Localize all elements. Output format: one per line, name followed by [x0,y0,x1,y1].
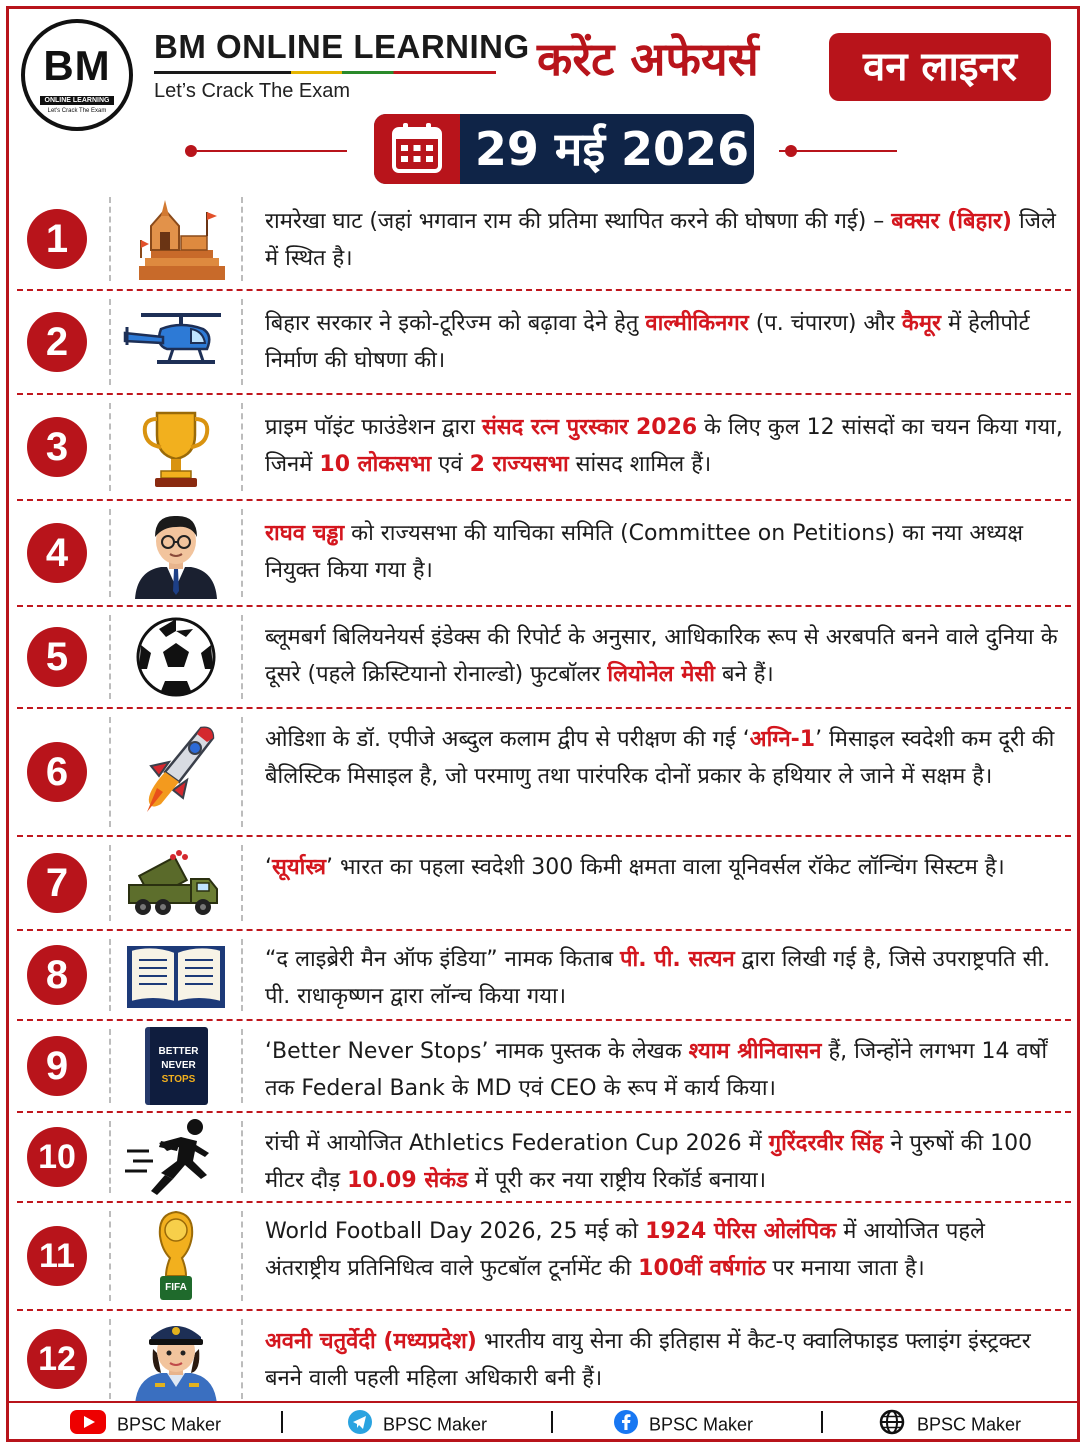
oneliner-item [17,395,1071,501]
item-divider [109,197,111,281]
item-text [265,1323,1065,1397]
oneliner-item [17,709,1071,837]
item-number-badge: 12 [27,1329,87,1389]
item-divider [109,615,111,699]
oneliner-item [17,1113,1071,1203]
footer-website[interactable] [877,1409,1021,1435]
footer-label: BPSC Maker [117,1414,222,1435]
brand-underline [154,71,496,74]
item-divider [241,403,243,491]
item-text [265,1125,1065,1199]
book-title-line: STOPS [161,1074,196,1085]
body-text: को राज्यसभा की याचिका समिति (Committee on Petitions) का नया अध्यक्ष नियुक्त किया गया है। [265,521,1023,583]
footer-label: BPSC Maker [917,1414,1022,1435]
item-text [265,515,1065,589]
item-divider [109,1029,111,1103]
item-number-badge: 8 [27,945,87,1005]
highlight-text: लियोनेल मेसी [607,662,715,687]
telegram-icon [347,1409,373,1442]
trophy-icon [121,401,231,493]
globe-icon [877,1409,907,1442]
woman-pilot-icon [121,1317,231,1401]
highlight-text: संसद रत्न पुरस्कार 2026 [481,415,698,440]
rocket-launcher-truck-icon [121,843,231,923]
date-left-dot [185,145,197,157]
item-number-badge: 11 [27,1226,87,1286]
date-text: 29 मई 2026 [474,122,750,176]
body-text: हैं, जिन्होंने लगभग 14 वर्षों तक Federal Bank के MD एवं CEO के रूप में कार्य किया। [265,1039,1048,1101]
item-number-badge: 3 [27,417,87,477]
date-left-line [197,150,347,152]
item-divider [109,939,111,1011]
body-text: World Football Day 2026, 25 मई को [265,1219,646,1244]
body-text: रामरेखा घाट (जहां भगवान राम की प्रतिमा स्थापित करने की घोषणा की गई) – [265,209,892,234]
highlight-text: अग्नि-1 [749,727,816,752]
brand-block [154,27,530,103]
highlight-text: कैमूर [901,311,941,336]
highlight-text: 1924 पेरिस ओलंपिक [645,1219,837,1244]
item-text [265,619,1065,693]
item-divider [109,403,111,491]
oneliner-item [17,607,1071,709]
oneliner-item [17,291,1071,395]
body-text: ’ मिसाइल स्वदेशी कम दूरी की बैलिस्टिक मिसाइल है, जो परमाणु तथा पारंपरिक दोनों प्रकार के हथियार ले जाने में सक्षम है। [265,727,1055,789]
footer-separator [821,1411,823,1433]
body-text: ’ भारत का पहला स्वदेशी 300 किमी क्षमता वाला यूनिवर्सल रॉकेट लॉन्चिंग सिस्टम है। [326,855,1005,880]
highlight-text: श्याम श्रीनिवासन [688,1039,822,1064]
item-text [265,203,1065,277]
item-text [265,305,1065,379]
body-text: सांसद शामिल हैं। [568,452,712,477]
body-text: ने पुरुषों की 100 मीटर दौड़ [265,1131,1033,1193]
item-number-badge: 6 [27,742,87,802]
oneliner-item [17,1021,1071,1113]
fifa-trophy-icon [121,1209,231,1303]
item-divider [241,1121,243,1193]
man-avatar-icon [121,507,231,599]
body-text: में आयोजित पहले अंतराष्ट्रीय प्रतिनिधित्व वाले फुटबॉल टूर्नामेंट की [265,1219,985,1281]
highlight-text: गुरिंदरवीर सिंह [768,1131,884,1156]
logo-text: BM [43,42,111,89]
rocket-icon [121,715,231,829]
body-text: भारतीय वायु सेना की इतिहास में कैट-ए क्वालिफाइड फ्लाइंग इंस्ट्रक्टर बनने वाली पहली महिला अधिकारी बनी हैं। [265,1329,1031,1391]
highlight-text: अवनी चतुर्वेदी (मध्यप्रदेश) [265,1329,477,1354]
body-text: प्राइम पॉइंट फाउंडेशन द्वारा [265,415,482,440]
facebook-icon [613,1409,639,1442]
item-divider [241,1211,243,1301]
footer-separator [551,1411,553,1433]
body-text: ब्लूमबर्ग बिलियनेयर्स इंडेक्स की रिपोर्ट के अनुसार, आधिकारिक रूप से अरबपति बनने वाले दुनिया के दूसरे (पहले क्रिस्टियानो रोनाल्डो) फुटबॉलर [265,625,1058,687]
oneliner-item [17,1203,1071,1311]
logo-subtitle: ONLINE LEARNING [40,96,115,105]
item-text [265,849,1065,886]
highlight-text: वाल्मीकिनगर [645,311,749,336]
item-number-badge: 4 [27,523,87,583]
item-number-badge: 7 [27,853,87,913]
oneliner-item [17,501,1071,607]
page-title: करेंट अफेयर्स [537,32,759,86]
item-number-badge: 10 [27,1127,87,1187]
highlight-text: 10.09 सेकंड [347,1168,468,1193]
body-text: (प. चंपारण) और [748,311,902,336]
book-title-line: BETTER [158,1046,199,1057]
logo-tagline: Let's Crack The Exam [47,108,107,114]
brand-name: BM ONLINE LEARNING [154,28,530,65]
body-text: ‘Better Never Stops’ नामक पुस्तक के लेखक [265,1039,689,1064]
item-divider [109,717,111,827]
item-number-badge: 5 [27,627,87,687]
calendar-icon [374,114,460,184]
item-divider [109,1121,111,1193]
footer-youtube[interactable] [69,1409,221,1435]
item-divider [241,197,243,281]
highlight-text: 10 लोकसभा [319,452,432,477]
infographic-page [6,6,1080,1442]
body-text: में पूरी कर नया राष्ट्रीय रिकॉर्ड बनाया। [467,1168,767,1193]
item-text [265,1213,1065,1287]
book-cover [145,1027,208,1105]
oneliner-item [17,837,1071,931]
body-text: ओडिशा के डॉ. एपीजे अब्दुल कलाम द्वीप से परीक्षण की गई ‘ [265,727,750,752]
date-banner [9,114,1077,184]
body-text: जिले में स्थित है। [265,209,1056,271]
item-divider [241,509,243,597]
highlight-text: बक्सर (बिहार) [891,209,1012,234]
open-book-icon [121,937,231,1013]
body-text: द्वारा लिखी गई है, जिसे उपराष्ट्रपति सी. पी. राधाकृष्णन द्वारा लॉन्च किया गया। [265,947,1051,1009]
footer-telegram[interactable] [347,1409,487,1435]
item-divider [109,1319,111,1399]
item-divider [241,939,243,1011]
body-text: एवं [431,452,470,477]
footer-label: BPSC Maker [383,1414,488,1435]
footer-bar [9,1401,1077,1439]
highlight-text: 2 राज्यसभा [469,452,569,477]
item-text [265,1033,1065,1107]
item-text [265,941,1065,1015]
footer-label: BPSC Maker [649,1414,754,1435]
item-divider [241,615,243,699]
body-text: “द लाइब्रेरी मैन ऑफ इंडिया” नामक किताब [265,947,621,972]
oneliner-item [17,1311,1071,1407]
temple-ghat-icon [121,195,231,283]
item-divider [241,1029,243,1103]
highlight-text: राघव चड्ढा [265,521,345,546]
youtube-icon [69,1409,107,1442]
item-divider [241,717,243,827]
brand-tagline: Let’s Crack The Exam [154,80,351,102]
body-text: बने हैं। [714,662,774,687]
body-text: में हेलीपोर्ट निर्माण की घोषणा की। [265,311,1030,373]
footer-separator [281,1411,283,1433]
item-divider [109,1211,111,1301]
body-text: ‘ [265,855,272,880]
body-text: के लिए कुल 12 सांसदों का चयन किया गया, जिनमें [265,415,1063,477]
item-divider [109,509,111,597]
item-divider [241,299,243,385]
body-text: रांची में आयोजित Athletics Federation Cup 2026 में [265,1131,769,1156]
highlight-text: सूर्यास्त्र [272,855,327,880]
highlight-text: पी. पी. सत्यन [620,947,735,972]
item-text [265,409,1065,483]
item-number-badge: 9 [27,1036,87,1096]
body-text: पर मनाया जाता है। [765,1256,925,1281]
item-divider [241,1319,243,1399]
book-cover-icon [121,1027,231,1105]
book-title-line: NEVER [161,1060,196,1071]
item-number-badge: 1 [27,209,87,269]
item-text [265,721,1065,795]
item-divider [109,845,111,921]
body-text: बिहार सरकार ने इको-टूरिज्म को बढ़ावा देने हेतु [265,311,646,336]
highlight-text: 100वीं वर्षगांठ [638,1256,766,1281]
date-right-dot [785,145,797,157]
item-number-badge: 2 [27,312,87,372]
football-icon [121,613,231,701]
oneliner-item [17,189,1071,291]
item-divider [109,299,111,385]
footer-facebook[interactable] [613,1409,753,1435]
date-pill [374,114,754,184]
item-divider [241,845,243,921]
runner-icon [121,1119,231,1195]
helicopter-icon [121,297,231,387]
trophy-label: FIFA [165,1282,187,1293]
oneliner-item [17,931,1071,1021]
oneliner-badge: वन लाइनर [829,33,1051,101]
